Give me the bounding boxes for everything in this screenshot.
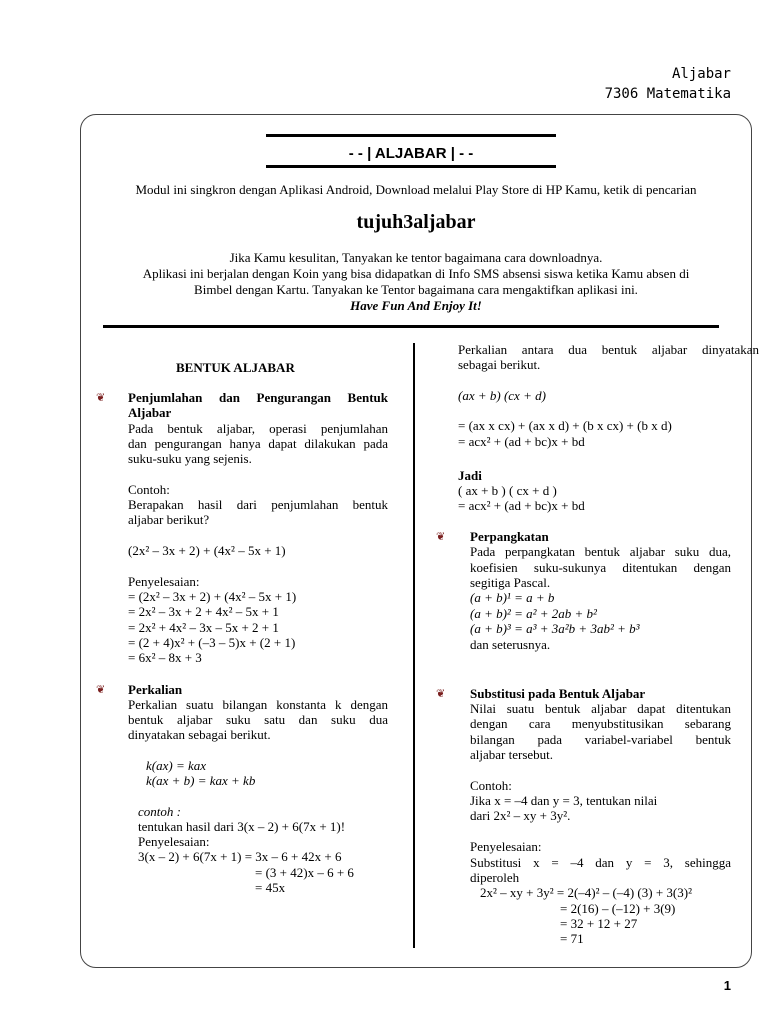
power-4: dan seterusnya.	[470, 637, 551, 652]
r-example-label: Contoh:	[470, 778, 512, 793]
solution-step-4: = (2 + 4)x² + (–3 – 5)x + (2 + 1)	[128, 635, 296, 650]
intro-line-5: Have Fun And Enjoy It!	[350, 298, 482, 313]
power-3: (a + b)³ = a³ + 3a²b + 3ab² + b³	[470, 621, 640, 636]
r-expr-2: = (ax x cx) + (ax x d) + (b x cx) + (b x d)	[458, 418, 672, 433]
solution-step-3: = 2x² + 4x² – 3x – 5x + 2 + 1	[128, 620, 279, 635]
r-solution-1: Substitusi x = –4 dan y = 3, sehingga	[470, 855, 731, 870]
power-2: (a + b)² = a² + 2ab + b²	[470, 606, 597, 621]
solution-step-2: = 2x² – 3x + 2 + 4x² – 5x + 1	[128, 604, 279, 619]
s1-title-a: Penjumlahan dan Pengurangan Bentuk	[128, 390, 388, 405]
r-example-q1: Jika x = –4 dan y = 3, tentukan nilai	[470, 793, 658, 808]
r-solution-2: diperoleh	[470, 870, 520, 885]
s3-text-2: koefisien suku-sukunya ditentukan dengan	[470, 560, 731, 575]
title-rule-top	[266, 134, 556, 137]
r-solution-label: Penyelesaian:	[470, 839, 542, 854]
example-expression: (2x² – 3x + 2) + (4x² – 5x + 1)	[128, 543, 286, 558]
formula-1: k(ax) = kax	[146, 758, 207, 773]
contoh-question: tentukan hasil dari 3(x – 2) + 6(7x + 1)!	[138, 819, 346, 834]
column-divider	[413, 343, 415, 948]
page-title: - - | ALJABAR | - -	[348, 145, 474, 162]
page-number: 1	[723, 978, 731, 993]
contoh-label: contoh :	[138, 804, 181, 819]
bullet-icon: ❦	[436, 688, 446, 700]
r-example-q2: dari 2x² – xy + 3y².	[470, 808, 571, 823]
r-intro-1: Perkalian antara dua bentuk aljabar dinyatakan	[458, 342, 759, 357]
intro-line-4: Bimbel dengan Kartu. Tanyakan ke Tentor bagaimana cara mengaktifkan aplikasi ini.	[194, 282, 638, 297]
s4-text-2: dengan cara menyubstitusikan sebarang	[470, 716, 731, 731]
r-jadi-1: ( ax + b ) ( cx + d )	[458, 483, 557, 498]
s1-text-2: dan pengurangan hanya dapat dilakukan pada	[128, 436, 388, 451]
title-rule-bottom	[266, 165, 556, 168]
solution-step-5: = 6x² – 8x + 3	[128, 650, 202, 665]
intro-rule	[103, 325, 719, 328]
s3-text-1: Pada perpangkatan bentuk aljabar suku dua,	[470, 544, 731, 559]
bullet-icon: ❦	[96, 392, 106, 404]
contoh-step-1: 3(x – 2) + 6(7x + 1) = 3x – 6 + 42x + 6	[138, 849, 342, 864]
intro-line-3: Aplikasi ini berjalan dengan Koin yang bisa didapatkan di Info SMS absensi siswa ketika Kamu absen di	[142, 266, 690, 281]
s4-title: Substitusi pada Bentuk Aljabar	[470, 686, 646, 701]
r-solution-6: = 71	[560, 931, 584, 946]
s1-title-b: Aljabar	[128, 405, 172, 420]
r-solution-3: 2x² – xy + 3y² = 2(–4)² – (–4) (3) + 3(3)²	[480, 885, 692, 900]
contoh-step-3: = 45x	[255, 880, 286, 895]
example-question-2: aljabar berikut?	[128, 512, 210, 527]
s4-text-3: bilangan pada variabel-variabel bentuk	[470, 732, 731, 747]
section-title: BENTUK ALJABAR	[176, 360, 295, 375]
s2-text-1: Perkalian suatu bilangan konstanta k dengan	[128, 697, 388, 712]
s1-text-3: suku-suku yang sejenis.	[128, 451, 252, 466]
s4-text-1: Nilai suatu bentuk aljabar dapat ditentukan	[470, 701, 731, 716]
s3-text-3: segitiga Pascal.	[470, 575, 551, 590]
intro-line-2: Jika Kamu kesulitan, Tanyakan ke tentor bagaimana cara downloadnya.	[229, 250, 603, 265]
power-1: (a + b)¹ = a + b	[470, 590, 555, 605]
solution-label: Penyelesaian:	[128, 574, 200, 589]
intro-line-1: Modul ini singkron dengan Aplikasi Android, Download melalui Play Store di HP Kamu, ketik di pencarian	[135, 182, 697, 197]
s2-text-2: bentuk aljabar suku satu dan suku dua	[128, 712, 388, 727]
r-intro-2: sebagai berikut.	[458, 357, 541, 372]
contoh-solution-label: Penyelesaian:	[138, 834, 210, 849]
bullet-icon: ❦	[96, 684, 106, 696]
s1-text-1: Pada bentuk aljabar, operasi penjumlahan	[128, 421, 388, 436]
solution-step-1: = (2x² – 3x + 2) + (4x² – 5x + 1)	[128, 589, 297, 604]
contoh-step-2: = (3 + 42)x – 6 + 6	[255, 865, 354, 880]
r-jadi: Jadi	[458, 468, 482, 483]
header-subject: Aljabar	[671, 66, 731, 82]
r-solution-5: = 32 + 12 + 27	[560, 916, 638, 931]
r-expr-3: = acx² + (ad + bc)x + bd	[458, 434, 585, 449]
example-question-1: Berapakan hasil dari penjumlahan bentuk	[128, 497, 388, 512]
s2-text-3: dinyatakan sebagai berikut.	[128, 727, 271, 742]
s2-title: Perkalian	[128, 682, 183, 697]
r-expr-1: (ax + b) (cx + d)	[458, 388, 546, 403]
formula-2: k(ax + b) = kax + kb	[146, 773, 256, 788]
example-label: Contoh:	[128, 482, 170, 497]
bullet-icon: ❦	[436, 531, 446, 543]
s3-title: Perpangkatan	[470, 529, 549, 544]
s4-text-4: aljabar tersebut.	[470, 747, 554, 762]
r-jadi-2: = acx² + (ad + bc)x + bd	[458, 498, 585, 513]
r-solution-4: = 2(16) – (–12) + 3(9)	[560, 901, 676, 916]
header-code: 7306 Matematika	[604, 86, 731, 102]
app-name: tujuh3aljabar	[356, 211, 476, 233]
